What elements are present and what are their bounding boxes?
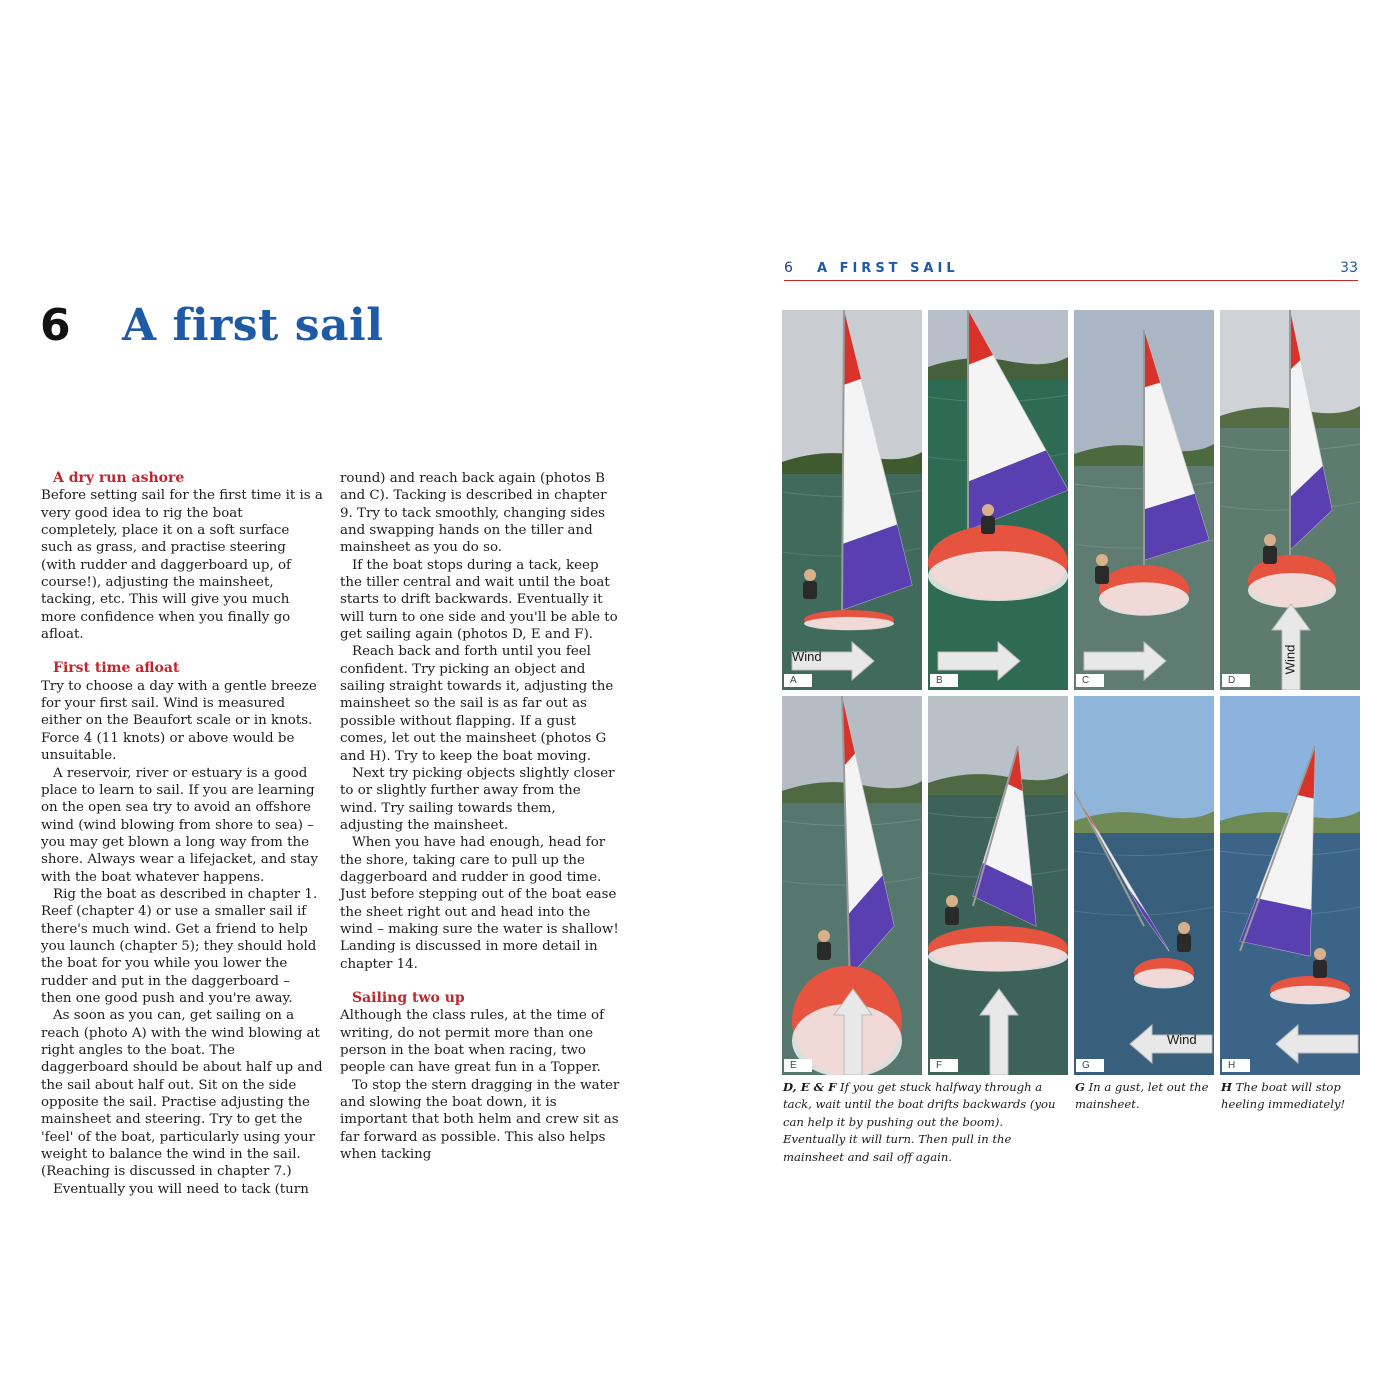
wind-label: Wind [1282,644,1298,675]
body-paragraph: round) and reach back again (photos B and C). Tacking is described in chapter 9. Try to tack smoothly, changing sides and swapping hands on the tiller and mainsheet as you do so. [340,471,607,556]
page-number: 33 [1340,260,1358,276]
wind-label: Wind [792,649,822,664]
sailing-photo [782,696,922,1075]
caption-g-text: In a gust, let out the mainsheet. [1075,1080,1209,1112]
caption-h-label: H [1221,1080,1232,1094]
body-paragraph: A reservoir, river or estuary is a good place to learn to sail. If you are learning on the open sea try to avoid an offshore wind (wind blowing from shore to sea) – you may get blown a long way from the shore. Always wear a lifejacket, and stay with the boat whatever happens. [41,765,319,885]
subheading: Sailing two up [352,989,465,1006]
photo-label: H [1222,1059,1250,1072]
photo-label: A [784,674,812,687]
sailing-photo [928,310,1068,690]
sailing-photo [782,310,922,690]
body-paragraph: To stop the stern dragging in the water and slowing the boat down, it is important that both helm and crew sit as far forward as possible. This also helps when tacking [340,1077,620,1163]
sailing-photo [928,696,1068,1075]
chapter-title: A first sail [122,300,384,351]
body-paragraph: Rig the boat as described in chapter 1. Reef (chapter 4) or use a smaller sail if there's much wind. Get a friend to help you launch (chapter 5); they should hold the boat for you while you lower the rudder and put in the daggerboard – then one good push and you're away. [41,886,318,1006]
body-paragraph: When you have had enough, head for the shore, taking care to pull up the daggerboard and rudder in good time. Just before stepping out of the boat ease the sheet right out and head into the wind – making sure the water is shallow! Landing is discussed in more detail in chapter 14. [340,835,619,972]
photo-label: D [1222,674,1250,687]
subheading: First time afloat [53,660,180,677]
caption-h [1221,1079,1363,1114]
body-paragraph: Reach back and forth until you feel confident. Try picking an object and sailing straight towards it, adjusting the mainsheet so the sail is as far out as possible without flapping. If a gust comes, let out the mainsheet (photos G and H). Try to keep the boat moving. [340,644,614,764]
text-column-1 [41,470,323,1198]
wind-label: Wind [1167,1032,1197,1047]
body-paragraph: Before setting sail for the first time it is a very good idea to rig the boat completely, place it on a soft surface such as grass, and practise steering (with rudder and daggerboard up, of course!), adjusting the mainsheet, tacking, etc. This will give you much more confidence when you finally go afloat. [41,488,323,643]
chapter-number: 6 [40,300,71,351]
running-head-chapter: 6 [784,260,793,276]
subheading: A dry run ashore [53,470,185,486]
caption-def-text: If you get stuck halfway through a tack, wait until the boat drifts backwards (you can help it by pushing out the boom). Eventually it will turn. Then pull in the mainsheet and sail off again. [783,1080,1056,1164]
running-head-title: A FIRST SAIL [817,261,959,276]
body-paragraph: As soon as you can, get sailing on a reach (photo A) with the wind blowing at right angles to the boat. The daggerboard should be about half up and the sail about half out. Sit on the side opposite the sail. Practise adjusting the mainsheet and steering. Try to get the 'feel' of the boat, particularly using your weight to balance the wind in the sail. (Reaching is discussed in chapter 7.) [41,1008,323,1180]
caption-def-label: D, E & F [783,1080,837,1094]
running-head [784,260,1358,281]
photo-label: G [1076,1059,1104,1072]
chapter-heading [40,300,383,351]
sailing-photo [1074,310,1214,690]
body-paragraph: Although the class rules, at the time of writing, do not permit more than one person in the boat when racing, two people can have great fun in a Topper. [340,1008,605,1076]
body-paragraph: Try to choose a day with a gentle breeze for your first sail. Wind is measured either on the Beaufort scale or in knots. Force 4 (11 knots) or above would be unsuitable. [41,678,317,764]
body-paragraph: If the boat stops during a tack, keep the tiller central and wait until the boat starts to drift backwards. Eventually it will turn to one side and you'll be able to get sailing again (photos D, E and F). [340,557,618,643]
photo-label: F [930,1059,958,1072]
photo-label: B [930,674,958,687]
body-paragraph: Next try picking objects slightly closer to or slightly further away from the wind. Try sailing towards them, adjusting the mainsheet. [340,765,615,833]
body-paragraph: Eventually you will need to tack (turn [53,1181,309,1197]
caption-g-label: G [1075,1080,1085,1094]
caption-g [1075,1079,1215,1114]
sailing-photo [1220,310,1360,690]
caption-def [783,1079,1068,1166]
sailing-photo [1074,696,1214,1075]
text-column-2 [340,470,622,1163]
right-page [700,0,1400,1400]
photo-label: E [784,1059,812,1072]
photo-label: C [1076,674,1104,687]
photo-sequence [782,310,1360,1075]
caption-h-text: The boat will stop heeling immediately! [1221,1080,1346,1112]
sailing-photo [1220,696,1360,1075]
